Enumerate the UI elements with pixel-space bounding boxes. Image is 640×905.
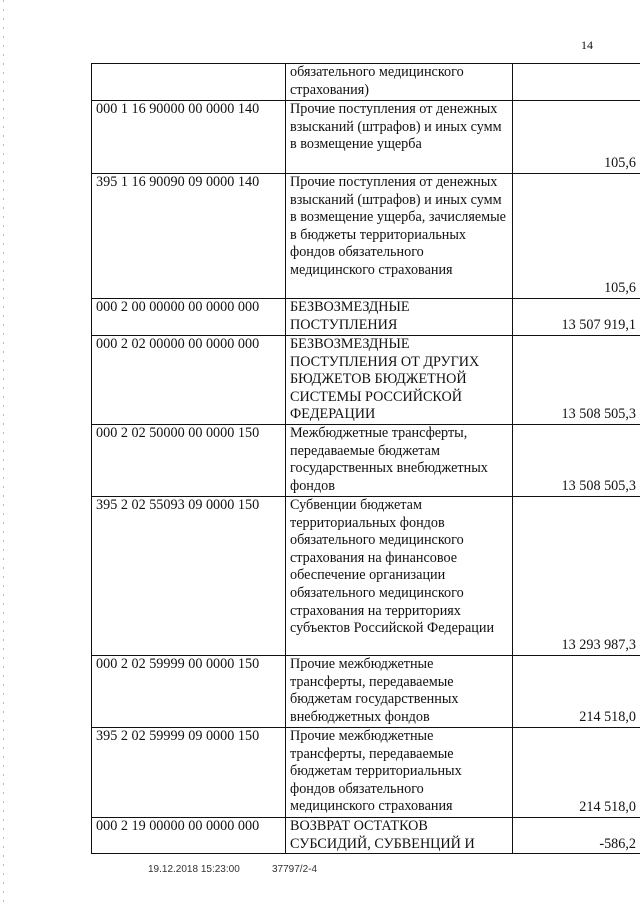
- revenue-name-cell: Межбюджетные трансферты, передаваемые бюджетам государственных внебюджетных фондов: [286, 425, 513, 497]
- amount-cell: 13 508 505,3: [513, 425, 640, 497]
- table-row: [92, 299, 640, 336]
- amount-cell: 105,6: [513, 101, 640, 174]
- revenue-name-cell: ВОЗВРАТ ОСТАТКОВ СУБСИДИЙ, СУБВЕНЦИЙ И: [286, 818, 513, 854]
- budget-revenue-table: [91, 63, 640, 854]
- budget-code-cell: 000 2 19 00000 00 0000 000: [92, 818, 286, 854]
- revenue-name-cell: БЕЗВОЗМЕЗДНЫЕ ПОСТУПЛЕНИЯ ОТ ДРУГИХ БЮДЖЕТОВ БЮДЖЕТНОЙ СИСТЕМЫ РОССИЙСКОЙ ФЕДЕРАЦИИ: [286, 336, 513, 425]
- table-row: [92, 656, 640, 728]
- table-row: [92, 497, 640, 656]
- revenue-name-cell: БЕЗВОЗМЕЗДНЫЕ ПОСТУПЛЕНИЯ: [286, 299, 513, 336]
- budget-code-cell: 000 2 02 00000 00 0000 000: [92, 336, 286, 425]
- amount-cell: 105,6: [513, 174, 640, 299]
- footer-document-id: 37797/2-4: [272, 864, 318, 875]
- amount-cell: -586,2: [513, 818, 640, 854]
- page-number: 14: [581, 38, 593, 52]
- amount-cell: 214 518,0: [513, 728, 640, 818]
- budget-code-cell: 000 2 00 00000 00 0000 000: [92, 299, 286, 336]
- revenue-name-cell: Прочие межбюджетные трансферты, передаваемые бюджетам территориальных фондов обязательного медицинского страхования: [286, 728, 513, 818]
- table-row: [92, 336, 640, 425]
- budget-code-cell: 395 1 16 90090 09 0000 140: [92, 174, 286, 299]
- amount-cell: 13 293 987,3: [513, 497, 640, 656]
- budget-code-cell: 000 2 02 59999 00 0000 150: [92, 656, 286, 728]
- table-row: [92, 64, 640, 101]
- table-row: [92, 728, 640, 818]
- revenue-name-cell: Прочие межбюджетные трансферты, передаваемые бюджетам государственных внебюджетных фондов: [286, 656, 513, 728]
- revenue-name-cell: обязательного медицинского страхования): [286, 64, 513, 101]
- budget-code-cell: 000 1 16 90000 00 0000 140: [92, 101, 286, 174]
- scan-edge-artifact: [3, 0, 4, 905]
- amount-cell: 13 508 505,3: [513, 336, 640, 425]
- footer-timestamp: 19.12.2018 15:23:00: [148, 864, 240, 875]
- amount-cell: 13 507 919,1: [513, 299, 640, 336]
- amount-cell: [513, 64, 640, 101]
- budget-code-cell: 395 2 02 59999 09 0000 150: [92, 728, 286, 818]
- table-row: [92, 818, 640, 854]
- revenue-name-cell: Прочие поступления от денежных взысканий (штрафов) и иных сумм в возмещение ущерба, зачисляемые в бюджеты территориальных фондов обязательного медицинского страхования: [286, 174, 513, 299]
- table-row: [92, 425, 640, 497]
- table-row: [92, 174, 640, 299]
- amount-cell: 214 518,0: [513, 656, 640, 728]
- revenue-name-cell: Прочие поступления от денежных взысканий (штрафов) и иных сумм в возмещение ущерба: [286, 101, 513, 174]
- budget-code-cell: [92, 64, 286, 101]
- revenue-name-cell: Субвенции бюджетам территориальных фондов обязательного медицинского страхования на финансовое обеспечение организации обязательного медицинского страхования на территориях субъектов Российской Федерации: [286, 497, 513, 656]
- budget-code-cell: 000 2 02 50000 00 0000 150: [92, 425, 286, 497]
- table-row: [92, 101, 640, 174]
- budget-code-cell: 395 2 02 55093 09 0000 150: [92, 497, 286, 656]
